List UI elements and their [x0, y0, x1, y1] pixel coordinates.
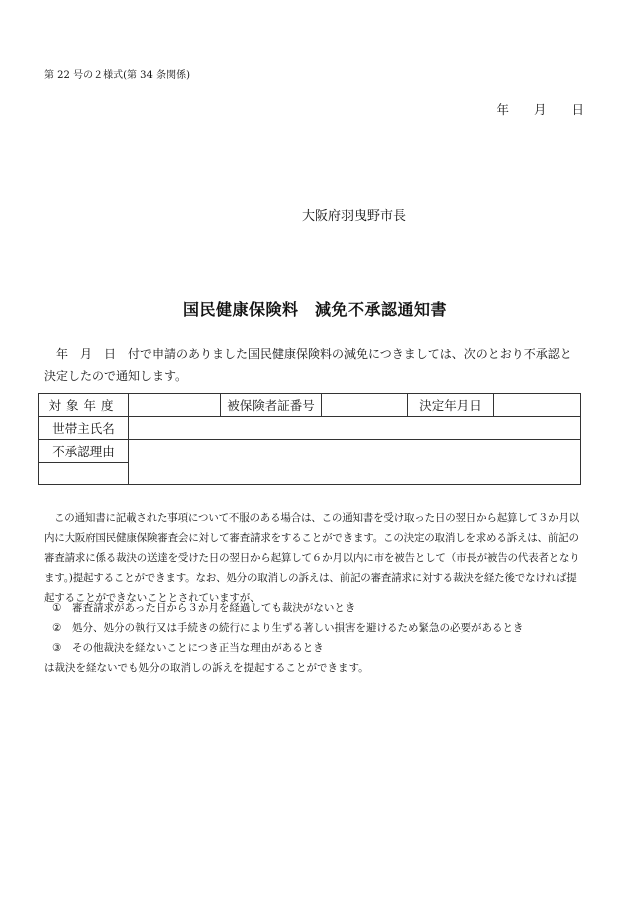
list-item [52, 618, 524, 638]
insured-number-label: 被保険者証番号 [221, 394, 322, 417]
item-text: その他裁決を経ないことにつき正当な理由があるとき [72, 642, 324, 654]
list-item [52, 598, 524, 618]
householder-label: 世帯主氏名 [39, 417, 129, 440]
item-number: ③ [52, 642, 62, 654]
condition-list [52, 598, 524, 658]
table-row [39, 417, 581, 440]
form-number: 第 22 号の２様式(第 34 条関係) [44, 70, 190, 81]
item-number: ① [52, 602, 62, 614]
target-year-field[interactable] [129, 394, 221, 417]
item-number: ② [52, 622, 62, 634]
item-text: 処分、処分の執行又は手続きの続行により生ずる著しい損害を避けるため緊急の必要があるとき [72, 622, 524, 634]
decision-date-field[interactable] [494, 394, 581, 417]
insured-number-field[interactable] [322, 394, 408, 417]
table-row [39, 440, 581, 463]
reason-label-extension [39, 463, 129, 485]
reason-label: 不承認理由 [39, 440, 129, 463]
reason-field[interactable] [129, 440, 581, 485]
table-row [39, 394, 581, 417]
date-line: 年 月 日 [496, 102, 584, 117]
notice-paragraph: この通知書に記載された事項について不服のある場合は、この通知書を受け取った日の翌日から起算して３か月以内に大阪府国民健康保険審査会に対して審査請求をすることができます。この決定の取消しを求める訴えは、前記の審査請求に係る裁決の送達を受けた日の翌日から起算して６か月以内に市を被告として（市長が被告の代表者となります。)提起することができます。なお、処分の取消しの訴えは、前記の審査請求に対する裁決を経た後でなければ提起することができないこととされていますが、 [44, 512, 580, 604]
item-text: 審査請求があった日から３か月を経過しても裁決がないとき [72, 602, 356, 614]
intro-paragraph: 年 月 日 付で申請のありました国民健康保険料の減免につきましては、次のとおり不承認と決定したので通知します。 [44, 347, 572, 383]
page-title: 国民健康保険料 減免不承認通知書 [182, 300, 447, 319]
issuer-name: 大阪府羽曳野市長 [302, 209, 407, 224]
target-year-label: 対象年度 [39, 394, 129, 417]
householder-field[interactable] [129, 417, 581, 440]
decision-date-label: 決定年月日 [408, 394, 494, 417]
info-table [38, 393, 581, 485]
list-item [52, 638, 524, 658]
closing-text: は裁決を経ないでも処分の取消しの訴えを提起することができます。 [44, 662, 369, 674]
